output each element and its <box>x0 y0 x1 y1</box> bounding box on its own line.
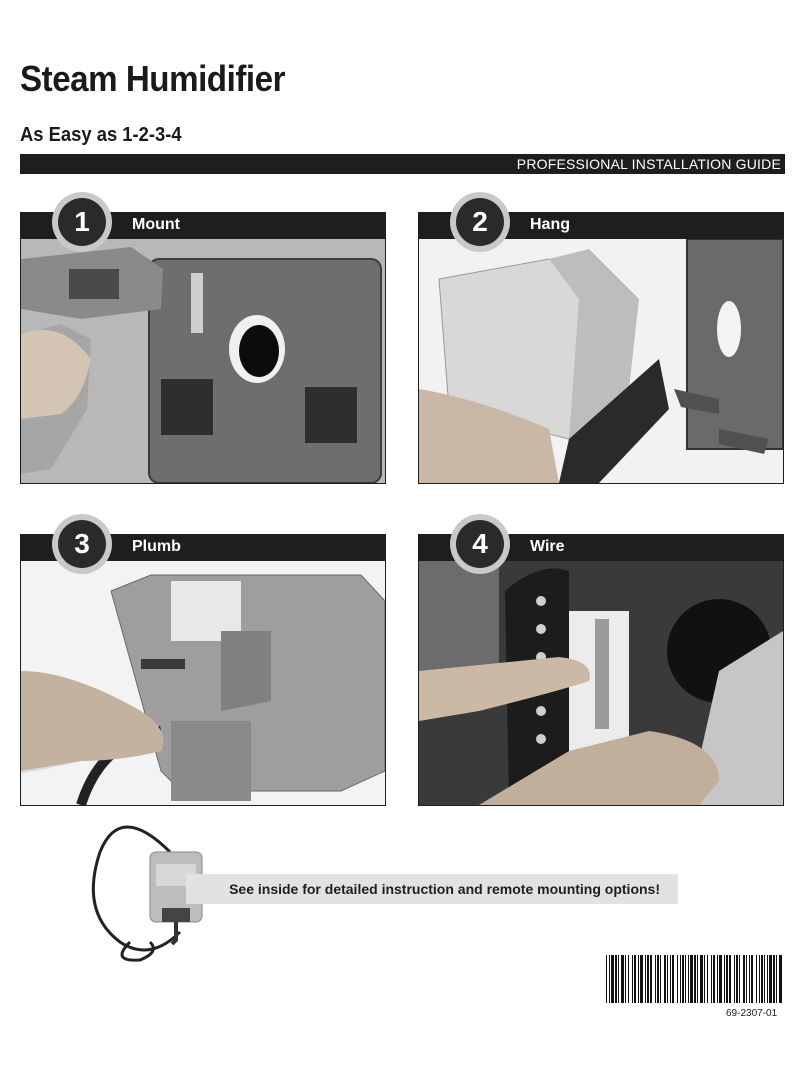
barcode-bar <box>690 955 693 1003</box>
barcode-bar <box>606 955 607 1003</box>
step-badge <box>450 514 510 574</box>
step-badge <box>450 192 510 252</box>
step-label: Plumb <box>132 538 181 555</box>
step-photo-plumb <box>20 560 386 806</box>
mount-illustration <box>21 239 385 483</box>
barcode-bar <box>739 955 740 1003</box>
barcode-bar <box>734 955 735 1003</box>
barcode-bar <box>650 955 652 1003</box>
barcode-bar <box>645 955 646 1003</box>
step-number: 2 <box>456 198 504 246</box>
step-label: Hang <box>530 216 570 233</box>
step-panel-hang <box>418 192 784 482</box>
barcode-bar <box>773 955 775 1003</box>
barcode-bar <box>700 955 703 1003</box>
hang-illustration <box>419 239 783 483</box>
barcode-bar <box>660 955 661 1003</box>
step-number: 4 <box>456 520 504 568</box>
barcode-bar <box>711 955 712 1003</box>
barcode-bar <box>729 955 731 1003</box>
step-photo-hang <box>418 238 784 484</box>
barcode-bar <box>657 955 659 1003</box>
barcode-bar <box>628 955 629 1003</box>
barcode-bar <box>609 955 610 1003</box>
barcode-bar <box>647 955 649 1003</box>
barcode-bar <box>655 955 656 1003</box>
step-photo-wire <box>418 560 784 806</box>
barcode-bar <box>685 955 686 1003</box>
barcode-bar <box>638 955 639 1003</box>
barcode-bar <box>717 955 718 1003</box>
step-number: 1 <box>58 198 106 246</box>
step-label: Wire <box>530 538 565 555</box>
barcode-bar <box>756 955 757 1003</box>
guide-banner <box>20 154 785 174</box>
barcode-bar <box>632 955 633 1003</box>
barcode-bar <box>769 955 772 1003</box>
barcode-bar <box>621 955 624 1003</box>
barcode-bar <box>736 955 738 1003</box>
barcode-bar <box>779 955 782 1003</box>
barcode-bar <box>694 955 696 1003</box>
barcode-bar <box>724 955 725 1003</box>
barcode-bar <box>697 955 698 1003</box>
barcode-bar <box>618 955 619 1003</box>
barcode-bar <box>759 955 760 1003</box>
barcode-bar <box>749 955 750 1003</box>
barcode-bar <box>751 955 753 1003</box>
page-title: Steam Humidifier <box>20 58 286 99</box>
barcode-bar <box>634 955 636 1003</box>
barcode-bar <box>761 955 763 1003</box>
barcode-bar <box>667 955 668 1003</box>
barcode-bar <box>664 955 666 1003</box>
barcode-bar <box>611 955 614 1003</box>
barcode-bar <box>680 955 681 1003</box>
step-number: 3 <box>58 520 106 568</box>
wire-illustration <box>419 561 783 805</box>
step-photo-mount <box>20 238 386 484</box>
barcode-bar <box>640 955 643 1003</box>
barcode-bar <box>746 955 747 1003</box>
barcode-bar <box>682 955 684 1003</box>
barcode-bar <box>615 955 617 1003</box>
call-to-action-banner <box>186 874 678 904</box>
document-number: 69-2307-01 <box>726 1008 778 1019</box>
guide-label: PROFESSIONAL INSTALLATION GUIDE <box>516 156 781 172</box>
barcode-bar <box>704 955 705 1003</box>
barcode-bar <box>670 955 671 1003</box>
call-to-action-text: See inside for detailed instruction and remote mounting options! <box>229 881 660 897</box>
step-label: Mount <box>132 216 180 233</box>
barcode-bar <box>713 955 715 1003</box>
step-panel-plumb <box>20 514 386 804</box>
step-panel-wire <box>418 514 784 804</box>
step-badge <box>52 514 112 574</box>
barcode-bar <box>688 955 689 1003</box>
barcode-bar <box>719 955 722 1003</box>
barcode-bar <box>767 955 768 1003</box>
barcode <box>605 955 783 1003</box>
barcode-bar <box>743 955 745 1003</box>
barcode-bar <box>625 955 626 1003</box>
barcode-bar <box>764 955 765 1003</box>
step-badge <box>52 192 112 252</box>
barcode-bar <box>707 955 708 1003</box>
barcode-bar <box>672 955 674 1003</box>
barcode-bar <box>677 955 678 1003</box>
barcode-bar <box>726 955 728 1003</box>
plumb-illustration <box>21 561 385 805</box>
barcode-bar <box>776 955 777 1003</box>
step-panel-mount <box>20 192 386 482</box>
page-subtitle: As Easy as 1-2-3-4 <box>20 124 182 146</box>
